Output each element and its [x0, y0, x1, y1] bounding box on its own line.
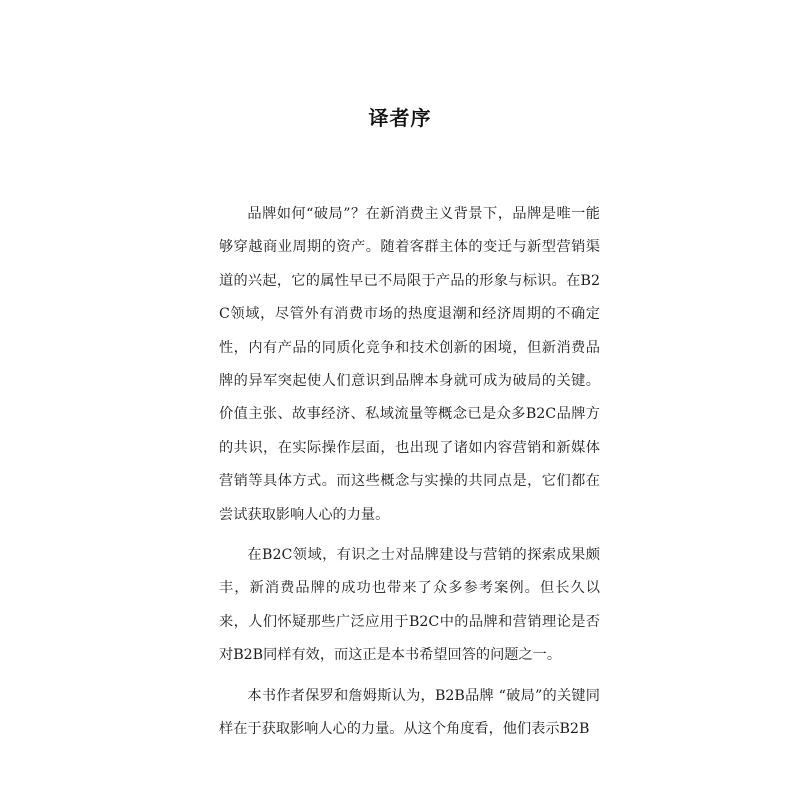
paragraph-1: 品牌如何“破局”？在新消费主义背景下，品牌是唯一能够穿越商业周期的资产。随着客群主体的变迁与新型营销渠道的兴起，它的属性早已不局限于产品的形象与标识。在B2C领域，尽管外有消费市场的热度退潮和经济周期的不确定性，内有产品的同质化竞争和技术创新的困境，但新消费品牌的异军突起使人们意识到品牌本身就可成为破局的关键。价值主张、故事经济、私域流量等概念已是众多B2C品牌方的共识，在实际操作层面，也出现了诸如内容营销和新媒体营销等具体方式。而这些概念与实操的共同点是，它们都在尝试获取影响人心的力量。 [219, 206, 600, 523]
paragraph-2: 在B2C领域，有识之士对品牌建设与营销的探索成果颇丰，新消费品牌的成功也带来了众多参考案例。但长久以来，人们怀疑那些广泛应用于B2C中的品牌和营销理论是否对B2B同样有效，而这正是本书希望回答的问题之一。 [219, 547, 600, 664]
paragraph-3: 本书作者保罗和詹姆斯认为，B2B品牌 “破局”的关键同样在于获取影响人心的力量。从这个角度看，他们表示B2B [219, 687, 600, 738]
page-title: 译者序 [368, 106, 432, 130]
body-text [219, 198, 600, 754]
